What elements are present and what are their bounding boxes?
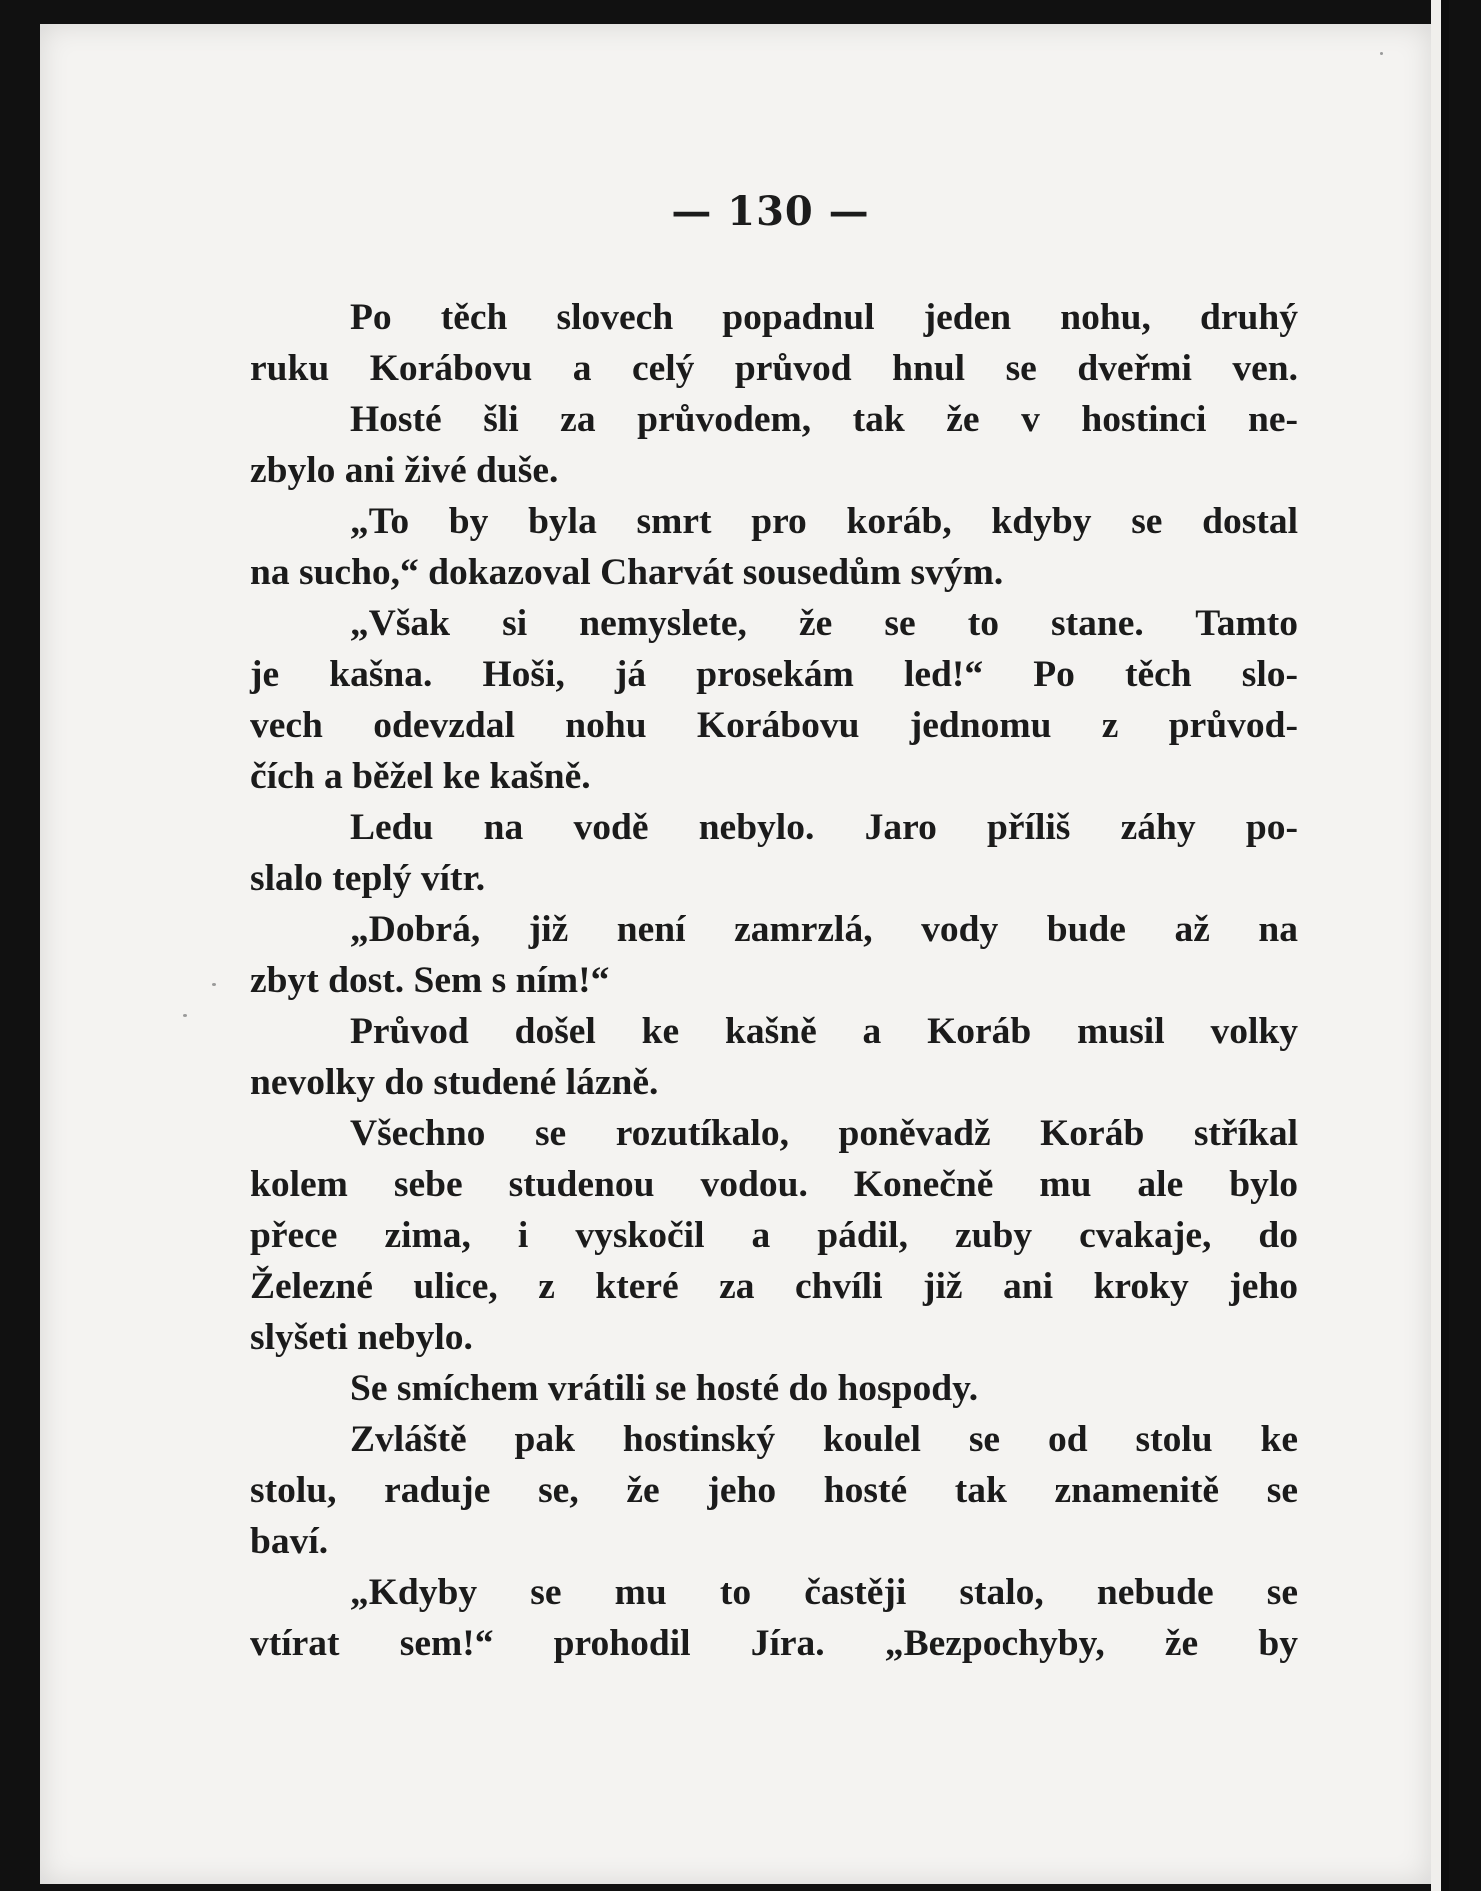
text-line: Se smíchem vrátili se hosté do hospody.	[350, 1368, 979, 1409]
text-line: Železné ulice, z které za chvíli již ani kroky jeho	[250, 1266, 1298, 1307]
text-line: přece zima, i vyskočil a pádil, zuby cvakaje, do	[250, 1215, 1298, 1256]
text-line: stolu, raduje se, že jeho hosté tak znamenitě se	[250, 1470, 1298, 1511]
text-line: kolem sebe studenou vodou. Konečně mu ale bylo	[250, 1164, 1298, 1205]
text-line: zbylo ani živé duše.	[250, 450, 559, 491]
text-line: vtírat sem!“ prohodil Jíra. „Bezpochyby, že by	[250, 1623, 1298, 1664]
text-line: ruku Korábovu a celý průvod hnul se dveřmi ven.	[250, 348, 1298, 389]
text-line: Ledu na vodě nebylo. Jaro příliš záhy po-	[350, 807, 1298, 848]
text-line: Všechno se rozutíkalo, poněvadž Koráb stříkal	[350, 1113, 1298, 1154]
text-line: Zvláště pak hostinský koulel se od stolu ke	[350, 1419, 1298, 1460]
text-line: „Dobrá, již není zamrzlá, vody bude až na	[350, 909, 1298, 950]
binding-edge	[1441, 0, 1449, 1891]
text-line: čích a běžel ke kašně.	[250, 756, 591, 797]
text-line: slalo teplý vítr.	[250, 858, 486, 899]
page-number: — 130 —	[671, 188, 870, 235]
scan-speck	[212, 983, 216, 986]
text-line: Po těch slovech popadnul jeden nohu, druhý	[350, 297, 1298, 338]
body-text	[250, 292, 1298, 1669]
text-line: nevolky do studené lázně.	[250, 1062, 659, 1103]
text-line: slyšeti nebylo.	[250, 1317, 473, 1358]
text-line: je kašna. Hoši, já prosekám led!“ Po těch slo-	[250, 654, 1298, 695]
scan-speck	[183, 1014, 187, 1017]
text-line: vech odevzdal nohu Korábovu jednomu z průvod-	[250, 705, 1298, 746]
text-line: „Kdyby se mu to častěji stalo, nebude se	[350, 1572, 1298, 1613]
text-line: baví.	[250, 1521, 329, 1562]
scan-speck	[1380, 52, 1383, 55]
text-line: „Však si nemyslete, že se to stane. Tamto	[350, 603, 1298, 644]
page-edge	[1431, 0, 1441, 1891]
text-line: Hosté šli za průvodem, tak že v hostinci ne-	[350, 399, 1298, 440]
text-line: na sucho,“ dokazoval Charvát sousedům svým.	[250, 552, 1004, 593]
text-line: „To by byla smrt pro koráb, kdyby se dostal	[350, 501, 1298, 542]
text-line: Průvod došel ke kašně a Koráb musil volky	[350, 1011, 1298, 1052]
text-line: zbyt dost. Sem s ním!“	[250, 960, 610, 1001]
